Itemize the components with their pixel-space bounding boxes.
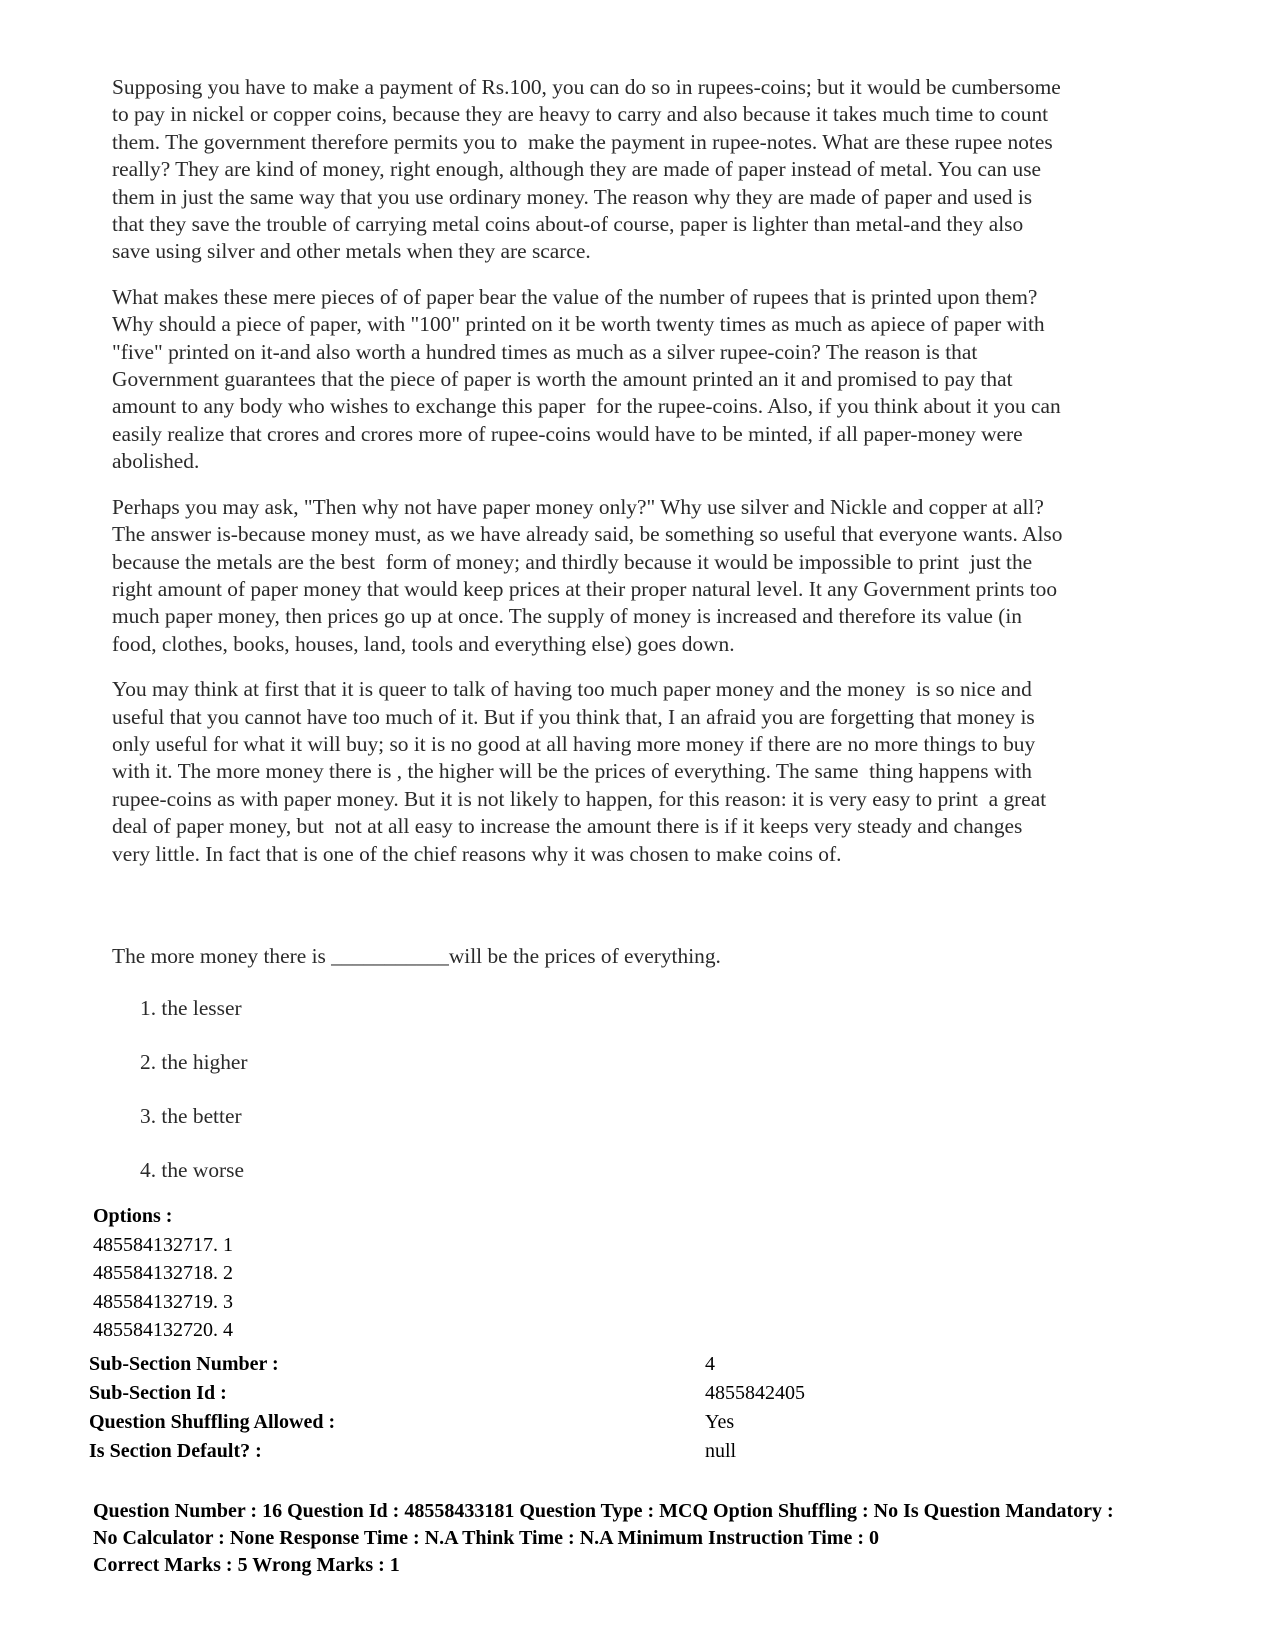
option-item: 485584132718. 2: [93, 1262, 233, 1284]
section-default-label: Is Section Default? :: [89, 1440, 262, 1462]
question-shuffling-value: Yes: [705, 1411, 735, 1433]
option-item: 485584132720. 4: [93, 1319, 233, 1341]
choice-1: 1. the lesser: [140, 996, 242, 1020]
subsection-number-value: 4: [705, 1353, 715, 1375]
option-item: 485584132719. 3: [93, 1290, 233, 1313]
passage-paragraph-1: Supposing you have to make a payment of Rs.100, you can do so in rupees-coins; but it would be cumbersome to pay in nickel or copper coins, because they are heavy to carry and also because it takes much time to count them. The government therefore permits you to make the payment in rupee-notes. What are these rupee notes really? They are kind of money, right enough, although they are made of paper instead of metal. You can use them in just the same way that you use ordinary money. The reason why they are made of paper and used is that they save the trouble of carrying metal coins about-of course, paper is lighter than metal-and they also save using silver and other metals when they are scarce.: [112, 75, 1061, 264]
passage-paragraph-2: What makes these mere pieces of of paper bear the value of the number of rupees that is printed upon them? Why should a piece of paper, with "100" printed on it be worth twenty times as much as apiece of paper with "five" printed on it-and also worth a hundred times as much as a silver rupee-coin? The reason is that Government guarantees that the piece of paper is worth the amount printed an it and promised to pay that amount to any body who wishes to exchange this paper for the rupee-coins. Also, if you think about it you can easily realize that crores and crores more of rupee-coins would have to be minted, if all paper-money were abolished.: [112, 284, 1061, 474]
subsection-id-value: 4855842405: [705, 1382, 805, 1404]
subsection-row: [89, 1408, 849, 1437]
subsection-row: [89, 1350, 849, 1379]
subsection-id-label: Sub-Section Id :: [89, 1382, 227, 1404]
reading-passage: [112, 74, 1172, 886]
section-default-value: null: [705, 1440, 737, 1462]
passage-paragraph-3: Perhaps you may ask, "Then why not have paper money only?" Why use silver and Nickle and copper at all? The answer is-because money must, as we have already said, be something so useful that everyone wants. Also because the metals are the best form of money; and thirdly because it would be impossible to print just the right amount of paper money that would keep prices at their proper natural level. It any Government prints too much paper money, then prices go up at once. The supply of money is increased and therefore its value (in food, clothes, books, houses, land, tools and everything else) goes down.: [112, 494, 1063, 656]
passage-paragraph-4: You may think at first that it is queer to talk of having too much paper money and the money is so nice and useful that you cannot have too much of it. But if you think that, I an afraid you are forgetting that money is only useful for what it will buy; so it is no good at all having more money if there are no more things to buy with it. The more money there is , the higher will be the prices of everything. The same thing happens with rupee-coins as with paper money. But it is not likely to happen, for this reason: it is very easy to print a great deal of paper money, but not at all easy to increase the amount there is if it keeps very steady and changes very little. In fact that is one of the chief reasons why it was chosen to make coins of.: [112, 677, 1047, 866]
question-metadata-line-2: No Calculator : None Response Time : N.A Think Time : N.A Minimum Instruction Time : 0: [93, 1527, 879, 1549]
question-shuffling-label: Question Shuffling Allowed :: [89, 1411, 336, 1433]
subsection-row: [89, 1437, 849, 1466]
options-list: [93, 1202, 233, 1345]
subsection-number-label: Sub-Section Number :: [89, 1353, 279, 1375]
question-text: The more money there is ___________will be the prices of everything.: [112, 944, 721, 968]
choice-3: 3. the better: [140, 1104, 242, 1128]
question-metadata-line-1: Question Number : 16 Question Id : 48558433181 Question Type : MCQ Option Shuffling : No Is Question Mandatory :: [93, 1500, 1114, 1522]
options-heading: Options :: [93, 1205, 173, 1227]
option-item: 485584132717. 1: [93, 1233, 233, 1256]
question-metadata-line-3: Correct Marks : 5 Wrong Marks : 1: [93, 1554, 400, 1576]
answer-choices: [140, 996, 248, 1212]
choice-2: 2. the higher: [140, 1050, 248, 1074]
question-metadata: [93, 1498, 1193, 1579]
subsection-details: [89, 1350, 849, 1466]
choice-4: 4. the worse: [140, 1158, 244, 1182]
subsection-row: [89, 1379, 849, 1408]
